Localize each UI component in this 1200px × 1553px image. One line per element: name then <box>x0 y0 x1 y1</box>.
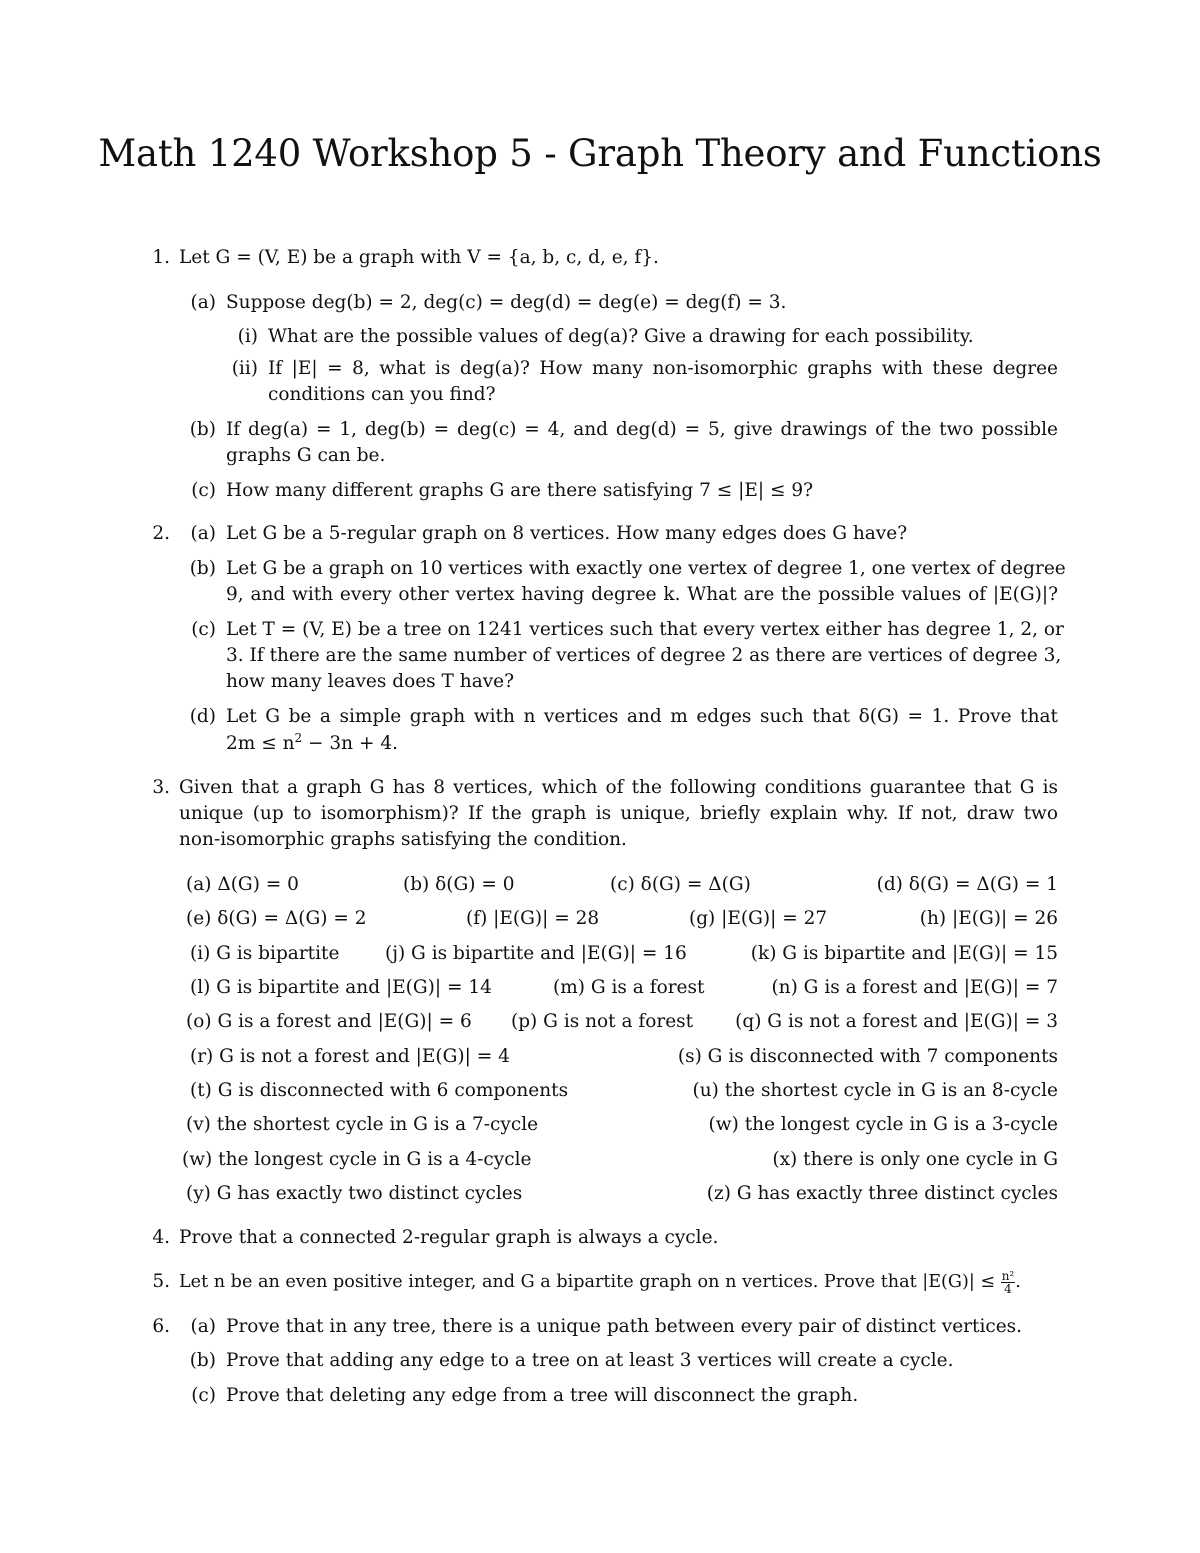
condition-item: (o) G is a forest and |E(G)| = 6 <box>186 1011 472 1032</box>
problem-text-main: Let n be an even positive integer, and G a bipartite graph on n vertices. Prove that |E(G)| ≤ <box>179 1272 1001 1292</box>
part-label: (c) <box>191 480 216 501</box>
subpart-text: conditions can you find? <box>268 384 496 405</box>
part-label: (d) <box>189 706 216 727</box>
condition-item: (e) δ(G) = Δ(G) = 2 <box>186 908 367 929</box>
fraction <box>1001 1270 1016 1295</box>
formula-exponent: 2 <box>294 731 303 745</box>
problem-number: 4. <box>152 1227 170 1248</box>
part-text: Let G be a graph on 10 vertices with exactly one vertex of degree 1, one vertex of degree <box>226 558 1066 579</box>
formula-text: − 3n + 4. <box>302 733 399 754</box>
condition-item: (z) G has exactly three distinct cycles <box>706 1183 1058 1204</box>
part-label: (b) <box>189 1350 216 1371</box>
condition-item: (f) |E(G)| = 28 <box>466 908 600 929</box>
page-title: Math 1240 Workshop 5 - Graph Theory and Functions <box>98 132 1102 175</box>
part-label: (b) <box>189 419 216 440</box>
part-label: (b) <box>189 558 216 579</box>
condition-item: (l) G is bipartite and |E(G)| = 14 <box>190 977 492 998</box>
condition-item: (x) there is only one cycle in G <box>772 1149 1058 1170</box>
problem-number: 3. <box>152 777 170 798</box>
part-text: Suppose deg(b) = 2, deg(c) = deg(d) = deg(e) = deg(f) = 3. <box>226 292 787 313</box>
part-text: Prove that in any tree, there is a unique path between every pair of distinct vertices. <box>226 1316 1023 1337</box>
part-text: Let T = (V, E) be a tree on 1241 vertices such that every vertex either has degree 1, 2, or <box>226 619 1064 640</box>
condition-item: (b) δ(G) = 0 <box>403 874 515 895</box>
problem-text: unique (up to isomorphism)? If the graph is unique, briefly explain why. If not, draw two <box>179 803 1058 824</box>
subpart-text: If |E| = 8, what is deg(a)? How many non-isomorphic graphs with these degree <box>268 358 1058 379</box>
problem-text: non-isomorphic graphs satisfying the condition. <box>179 829 627 850</box>
condition-item: (h) |E(G)| = 26 <box>919 908 1058 929</box>
subpart-text: What are the possible values of deg(a)? Give a drawing for each possibility. <box>268 326 974 347</box>
part-label: (a) <box>190 1316 216 1337</box>
subpart-label: (ii) <box>231 358 258 379</box>
formula <box>226 732 398 756</box>
condition-item: (w) the longest cycle in G is a 3-cycle <box>708 1114 1058 1135</box>
formula-text: 2m ≤ n <box>226 733 295 754</box>
condition-item: (n) G is a forest and |E(G)| = 7 <box>771 977 1058 998</box>
part-text: If deg(a) = 1, deg(b) = deg(c) = 4, and deg(d) = 5, give drawings of the two possible <box>226 419 1058 440</box>
fraction-numerator: n² <box>1001 1269 1015 1283</box>
problem-intro: Let G = (V, E) be a graph with V = {a, b, c, d, e, f}. <box>179 247 659 268</box>
part-label: (a) <box>190 523 216 544</box>
part-text: 9, and with every other vertex having degree k. What are the possible values of |E(G)|? <box>226 584 1058 605</box>
part-text: Let G be a 5-regular graph on 8 vertices. How many edges does G have? <box>226 523 908 544</box>
condition-item: (w) the longest cycle in G is a 4-cycle <box>182 1149 532 1170</box>
condition-item: (g) |E(G)| = 27 <box>689 908 828 929</box>
problem-text: Given that a graph G has 8 vertices, which of the following conditions guarantee that G is <box>179 777 1058 798</box>
problem-number: 6. <box>152 1316 170 1337</box>
part-label: (c) <box>191 619 216 640</box>
condition-item: (k) G is bipartite and |E(G)| = 15 <box>750 943 1058 964</box>
problem-number: 5. <box>152 1271 170 1292</box>
problem-number: 2. <box>152 523 170 544</box>
condition-item: (y) G has exactly two distinct cycles <box>186 1183 523 1204</box>
part-text: Let G be a simple graph with n vertices and m edges such that δ(G) = 1. Prove that <box>226 706 1058 727</box>
condition-item: (j) G is bipartite and |E(G)| = 16 <box>385 943 687 964</box>
condition-item: (u) the shortest cycle in G is an 8-cycle <box>692 1080 1058 1101</box>
condition-item: (c) δ(G) = Δ(G) <box>610 874 751 895</box>
problem-text <box>179 1270 1021 1295</box>
condition-item: (v) the shortest cycle in G is a 7-cycle <box>186 1114 539 1135</box>
part-text: how many leaves does T have? <box>226 671 515 692</box>
condition-item: (t) G is disconnected with 6 components <box>190 1080 569 1101</box>
condition-item: (d) δ(G) = Δ(G) = 1 <box>876 874 1058 895</box>
condition-item: (i) G is bipartite <box>190 943 340 964</box>
part-text: How many different graphs G are there satisfying 7 ≤ |E| ≤ 9? <box>226 480 814 501</box>
condition-item: (s) G is disconnected with 7 components <box>677 1046 1058 1067</box>
problem-text: Prove that a connected 2-regular graph is always a cycle. <box>179 1227 719 1248</box>
condition-item: (q) G is not a forest and |E(G)| = 3 <box>735 1011 1058 1032</box>
fraction-denominator: 4 <box>1004 1282 1012 1296</box>
part-text: graphs G can be. <box>226 445 386 466</box>
condition-item: (a) Δ(G) = 0 <box>186 874 299 895</box>
condition-item: (p) G is not a forest <box>511 1011 694 1032</box>
condition-item: (m) G is a forest <box>553 977 705 998</box>
part-text: Prove that adding any edge to a tree on at least 3 vertices will create a cycle. <box>226 1350 954 1371</box>
part-text: Prove that deleting any edge from a tree will disconnect the graph. <box>226 1385 859 1406</box>
part-label: (c) <box>191 1385 216 1406</box>
problem-text-suffix: . <box>1015 1272 1021 1292</box>
condition-item: (r) G is not a forest and |E(G)| = 4 <box>190 1046 510 1067</box>
subpart-label: (i) <box>237 326 258 347</box>
part-label: (a) <box>190 292 216 313</box>
part-text: 3. If there are the same number of vertices of degree 2 as there are vertices of degree 3, <box>226 645 1062 666</box>
problem-number: 1. <box>152 247 170 268</box>
